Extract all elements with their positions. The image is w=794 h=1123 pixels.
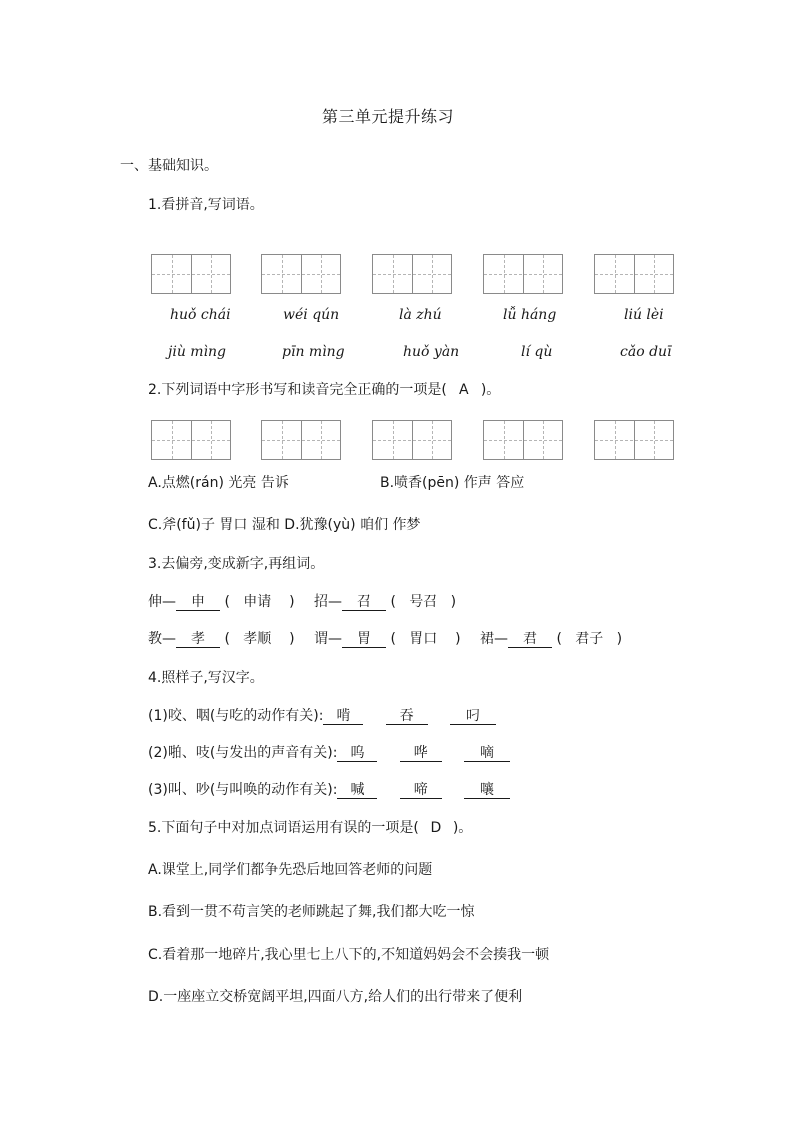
answer-word[interactable]: 号召: [409, 594, 438, 610]
writing-grid[interactable]: [372, 254, 452, 294]
pinyin-item: lǚ háng: [503, 307, 557, 323]
answer-blank[interactable]: 申: [176, 594, 220, 611]
paren-close: ): [289, 594, 295, 610]
writing-grid[interactable]: [261, 420, 341, 460]
option-a: A.点燃(rán) 光亮 告诉: [148, 475, 289, 491]
writing-grid[interactable]: [372, 420, 452, 460]
question-4-prompt: 4.照样子,写汉字。: [148, 670, 264, 686]
char-group-line: [148, 744, 510, 762]
answer-word[interactable]: 胃口: [409, 631, 438, 647]
pinyin-item: liú lèi: [624, 307, 664, 323]
source-char: 招—: [314, 594, 342, 610]
paren-open: (: [556, 631, 562, 647]
char-group-line: [148, 707, 496, 725]
radical-item: [148, 593, 295, 611]
question-5-text: 5.下面句子中对加点词语运用有误的一项是(: [148, 820, 419, 836]
writing-grid[interactable]: [261, 254, 341, 294]
q5-option-d: D.一座座立交桥宽阔平坦,四面八方,给人们的出行带来了便利: [148, 989, 523, 1005]
answer-word[interactable]: 申请: [243, 594, 272, 610]
question-5-prompt: [148, 819, 472, 837]
writing-grid[interactable]: [594, 420, 674, 460]
pinyin-item: là zhú: [399, 307, 442, 323]
paren-close: ): [616, 631, 623, 647]
pinyin-item: huǒ chái: [170, 307, 231, 323]
writing-grid[interactable]: [483, 254, 563, 294]
answer-blank[interactable]: 啃: [323, 708, 363, 725]
paren-open: (: [224, 631, 230, 647]
radical-item: [480, 630, 622, 648]
page-title: 第三单元提升练习: [322, 107, 455, 126]
answer-word[interactable]: 君子: [575, 631, 604, 647]
writing-grid[interactable]: [483, 420, 563, 460]
paren-close: ): [289, 631, 295, 647]
pinyin-item: jiù mìng: [168, 344, 227, 360]
paren-open: (: [390, 594, 396, 610]
radical-item: [148, 630, 295, 648]
source-char: 伸—: [148, 594, 176, 610]
answer-blank[interactable]: 嘀: [464, 745, 510, 762]
char-group-line: [148, 781, 510, 799]
question-2-answer[interactable]: A: [459, 382, 469, 398]
radical-item: [314, 593, 456, 611]
answer-blank[interactable]: 孝: [176, 631, 220, 648]
q5-option-b: B.看到一贯不苟言笑的老师跳起了舞,我们都大吃一惊: [148, 904, 475, 920]
answer-blank[interactable]: 君: [508, 631, 552, 648]
writing-grid[interactable]: [151, 254, 231, 294]
answer-blank[interactable]: 啼: [400, 782, 442, 799]
paren-close: ): [455, 631, 461, 647]
answer-blank[interactable]: 吞: [386, 708, 428, 725]
question-2-close: )。: [480, 382, 501, 398]
question-3-prompt: 3.去偏旁,变成新字,再组词。: [148, 556, 325, 572]
answer-blank[interactable]: 喊: [337, 782, 377, 799]
source-char: 裙—: [480, 631, 508, 647]
question-5-close: )。: [452, 820, 473, 836]
writing-grid[interactable]: [594, 254, 674, 294]
question-5-answer[interactable]: D: [430, 820, 442, 836]
paren-close: ): [450, 594, 457, 610]
answer-blank[interactable]: 胃: [342, 631, 386, 648]
section-heading: 一、基础知识。: [120, 158, 218, 174]
question-2-prompt: [148, 381, 500, 399]
pinyin-item: cǎo duī: [620, 344, 672, 360]
answer-blank[interactable]: 哗: [400, 745, 442, 762]
q5-option-a: A.课堂上,同学们都争先恐后地回答老师的问题: [148, 862, 433, 878]
group-label: (1)咬、咽(与吃的动作有关):: [148, 708, 324, 724]
answer-blank[interactable]: 召: [342, 594, 386, 611]
answer-blank[interactable]: 嚷: [464, 782, 510, 799]
question-2-text: 2.下列词语中字形书写和读音完全正确的一项是(: [148, 382, 447, 398]
answer-blank[interactable]: 呜: [337, 745, 377, 762]
source-char: 教—: [148, 631, 176, 647]
pinyin-item: huǒ yàn: [403, 344, 460, 360]
group-label: (2)啪、吱(与发出的声音有关):: [148, 745, 338, 761]
pinyin-item: pīn mìng: [282, 344, 345, 360]
question-1-prompt: 1.看拼音,写词语。: [148, 197, 264, 213]
answer-blank[interactable]: 叼: [450, 708, 496, 725]
answer-word[interactable]: 孝顺: [243, 631, 272, 647]
pinyin-item: lí qù: [521, 344, 553, 360]
paren-open: (: [224, 594, 230, 610]
option-b: B.喷香(pēn) 作声 答应: [380, 475, 525, 491]
paren-open: (: [390, 631, 396, 647]
group-label: (3)叫、吵(与叫唤的动作有关):: [148, 782, 338, 798]
radical-item: [314, 630, 461, 648]
writing-grid[interactable]: [151, 420, 231, 460]
q5-option-c: C.看着那一地碎片,我心里七上八下的,不知道妈妈会不会揍我一顿: [148, 947, 550, 963]
option-c-d: C.斧(fǔ)子 胃口 湿和 D.犹豫(yù) 咱们 作梦: [148, 517, 421, 533]
pinyin-item: wéi qún: [283, 307, 340, 323]
source-char: 谓—: [314, 631, 342, 647]
